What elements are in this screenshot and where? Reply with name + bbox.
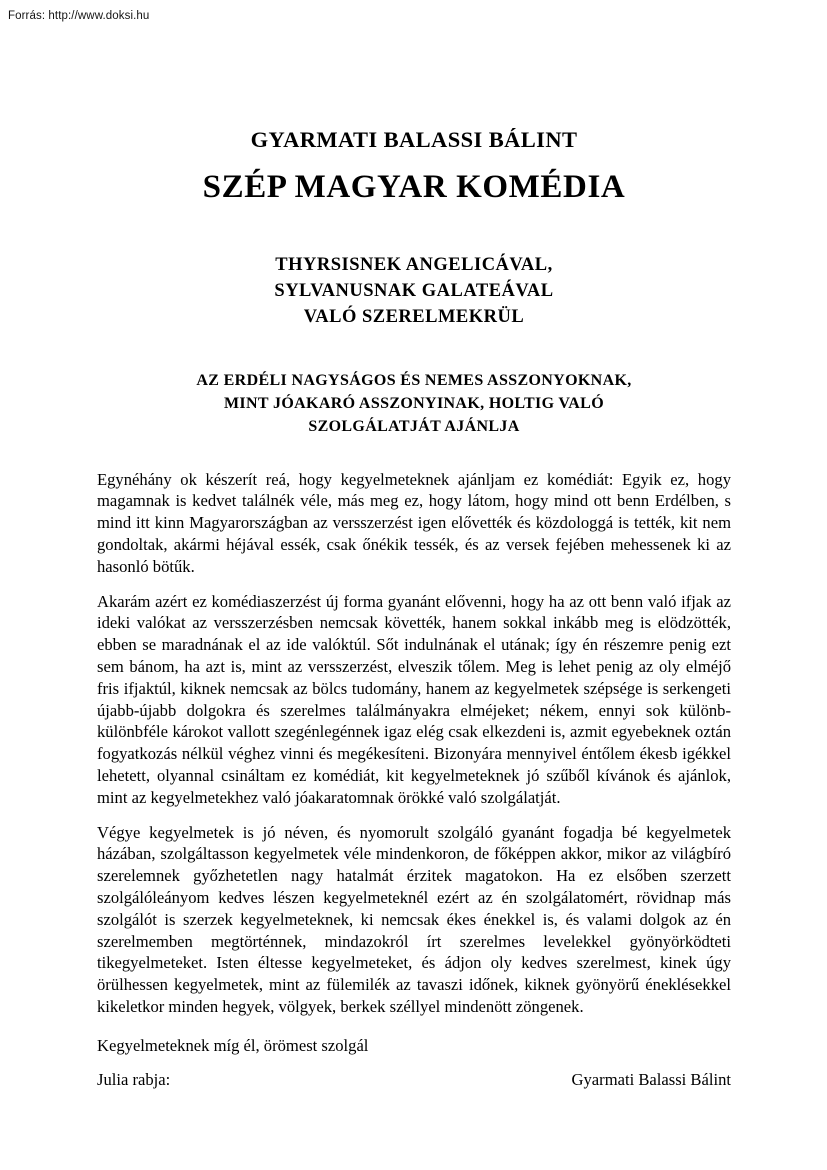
body-paragraph-1: Egynéhány ok készerít reá, hogy kegyelmeteknek ajánljam ez komédiát: Egyik ez, hogy magamnak is kedvet találnék véle, más meg ez, hogy látom, hogy mind ott benn Erdélben, s mind itt kinn Magyarországban az versszerzést igen elővették és közdologgá is tették, kit nem gondoltak, akármi héjával essék, csak őnékik tessék, és az versek fejében mehessenek ki az hasonló bötűk. — [97, 469, 731, 576]
source-url-header: Forrás: http://www.doksi.hu — [8, 10, 150, 22]
subtitle-line-2: SYLVANUSNAK GALATEÁVAL — [274, 280, 554, 301]
subtitle-block — [97, 252, 731, 331]
signature-right: Gyarmati Balassi Bálint — [571, 1069, 731, 1089]
author-name: GYARMATI BALASSI BÁLINT — [250, 127, 578, 152]
body-paragraph-2: Akarám azért ez komédiaszerzést új forma gyanánt elővenni, hogy ha az ott benn való ifjak az ideki valókat az versszerzésben nemcsak követték, hanem sokkal inkább meg is elödzötték, ebben se maradnának el az ide valóktúl. Sőt indulnának el utának; így én részemre penig ezt sem bánom, ha azt is, mint az versszerzést, elveszik tőlem. Meg is lehet penig az oly elméjő fris ifjaktúl, kiknek nemcsak az bölcs tudomány, hanem az kegyelmetek szépsége is serkengeti újabb-újabb dolgokra és szerelmes találmányakra elméjeket; nékem, ennyi sok különb-különbféle károkot vallott szegénlegénnek igaz elég csak elkezdeni is, azmit egyebeknek oztán fogyatkozás nélkül véghez vinni és megékesíteni. Bizonyára mennyivel éntőlem ékesb igékkel lehetett, olyannal csináltam ez komédiát, kit kegyelmeteknek jó szűből kívánok és ajánlok, mint az kegyelmetekhez való jóakaratomnak örökké való szolgálatját. — [97, 591, 731, 807]
title-block — [97, 128, 731, 206]
dedication-line-2: MINT JÓAKARÓ ASSZONYINAK, HOLTIG VALÓ — [223, 394, 604, 412]
body-paragraph-3: Végye kegyelmetek is jó néven, és nyomorult szolgáló gyanánt fogadja bé kegyelmetek házában, szolgáltasson kegyelmetek véle mindenkoron, de főképpen akkor, mikor az világbíró szerelemnek győzhetetlen nagy hatalmát érzitek magatokon. Ha ez elsőben szerzett szolgálóleányom kedves lészen kegyelmeteknél ezért az én szolgálatomért, rövidnap más szolgálót is szerzek kegyelmeteknek, ki nemcsak ékes énekkel is, és valami dolgok az én szerelmemben megtörténnek, mindazokról írt szerelmes levelekkel gyönyörködteti tikegyelmeteket. Isten éltesse kegyelmeteket, és ádjon oly kedves szerelmest, kinek úgy örülhessen kegyelmetek, mint az fülemilék az tavaszi időnek, kiknek gyönyörű éneklésekkel kikeletkor minden hegyek, völgyek, berkek széllyel mindenött zöngenek. — [97, 822, 731, 1016]
subtitle-line-3: VALÓ SZERELMEKRÜL — [303, 307, 525, 328]
farewell-line: Kegyelmeteknek míg él, örömest szolgál — [97, 1035, 369, 1055]
closing-block — [97, 1035, 731, 1091]
body-text — [97, 469, 731, 1018]
dedication-line-3: SZOLGÁLATJÁT AJÁNLJA — [308, 418, 520, 436]
page-title: SZÉP MAGYAR KOMÉDIA — [202, 168, 626, 205]
dedication-block — [97, 369, 731, 439]
subtitle-line-1: THYRSISNEK ANGELICÁVAL, — [275, 254, 553, 275]
document-content — [97, 0, 731, 1090]
signature-left: Julia rabja: — [97, 1069, 171, 1089]
signature-row — [97, 1069, 731, 1091]
dedication-line-1: AZ ERDÉLI NAGYSÁGOS ÉS NEMES ASSZONYOKNAK, — [196, 371, 632, 389]
